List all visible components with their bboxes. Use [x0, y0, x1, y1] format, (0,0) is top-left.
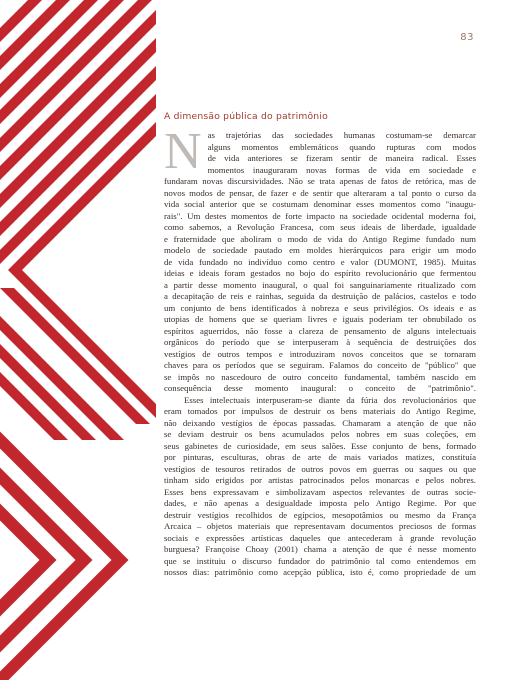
- page-number: 83: [460, 32, 474, 43]
- line: e fraternidade que aboliram o modo de vida do Antigo Regime fundado num: [164, 233, 476, 244]
- drop-cap: N: [164, 123, 202, 180]
- line: Esses intelectuais interpuseram-se diante da fúria dos revolucionários que: [184, 394, 476, 405]
- line: fundaram novas discursividades. Não se trata apenas de fatos de retórica, mas de: [164, 176, 476, 186]
- line: a decapitação de reis e rainhas, seguida da destruição de palácios, castelos e todo: [164, 291, 476, 301]
- body-text: [164, 123, 476, 579]
- line: se deviam destruir os bens acumulados pelos nobres em suas coleções, em: [164, 429, 476, 439]
- line: nossos dias: patrimônio como acepção pública, isto é, como propriedade de um: [164, 567, 476, 577]
- paragraph-2: [164, 395, 476, 579]
- paragraph-1: [164, 123, 476, 395]
- line: as trajetórias das sociedades humanas costumam-se demarcar: [207, 130, 476, 140]
- line: sociais e expressões artísticas daqueles que antecederam à grande revolução: [164, 532, 476, 543]
- line: vestígios de outros tempos e introduziram novos conceitos que se tornaram: [164, 348, 476, 359]
- line: espíritos aguerridos, não fosse a clareza de pensamento de alguns intelectuais: [164, 325, 476, 336]
- line: alguns momentos emblemáticos quando rupturas com modos: [207, 141, 476, 152]
- line: vida social anterior que se costumam denominar esses momentos como "inaugu-: [164, 199, 476, 209]
- line: eram tomados por impulsos de destruir os bens materiais do Antigo Regime,: [164, 406, 476, 416]
- line: modelo de sociedade pautado em moldes hierárquicos para erigir um modo: [164, 245, 476, 255]
- line: de vida anteriores se fizeram sentir de maneira radical. Esses: [207, 153, 476, 163]
- line: destruir vestígios recolhidos de egípcios, mesopotâmios ou mesmo da França: [164, 509, 476, 520]
- line: utopias de homens que se queriam livres e iguais poderiam ter obnubilado os: [164, 314, 476, 324]
- line: Esses bens expressavam e simbolizavam aspectos relevantes de outras socie-: [164, 486, 476, 497]
- diagonal-stripes-decoration: [0, 0, 156, 680]
- line: seus gabinetes de curiosidade, em seus salões. Esse conjunto de bens, formado: [164, 440, 476, 451]
- line: ideias e ideais foram gestados no bojo do espírito revolucionário que fermentou: [164, 268, 476, 278]
- line: chaves para os períodos que se seguiram. Falamos do conceito de "público" que: [164, 360, 476, 370]
- line: que se instituiu o discurso fundador do patrimônio tal como entendemos em: [164, 555, 476, 566]
- line: não deixando vestígios de épocas passadas. Chamaram a atenção de que não: [164, 417, 476, 428]
- line: de vida fundado no indivíduo como centro e valor (DUMONT, 1985). Muitas: [164, 256, 476, 267]
- line: vestígios de tesouros retirados de outros povos em guerras ou saques ou que: [164, 463, 476, 474]
- line: se impôs no nascedouro de outro conceito fundamental, também nascido em: [164, 371, 476, 382]
- line: tinham sido erigidos por artistas patrocinados pelos monarcas e pelos nobres.: [164, 475, 476, 485]
- line: novos modos de pensar, de fazer e de sentir que alteraram a tal ponto o curso da: [164, 187, 476, 198]
- line: rais". Um destes momentos de forte impacto na sociedade ocidental moderna foi,: [164, 210, 476, 221]
- line: orgânicos do período que se interpuseram à sequência de destruições dos: [164, 337, 476, 347]
- line: um conjunto de bens identificados à nobreza e seus privilégios. Os ideais e as: [164, 302, 476, 313]
- line: dades, e não apenas a desigualdade imposta pelo Antigo Regime. Por que: [164, 498, 476, 508]
- line: a partir desse momento inaugural, o qual foi sanguinariamente ritualizado com: [164, 279, 476, 290]
- line: Arcaica – objetos materiais que representavam documentos preciosos de formas: [164, 521, 476, 531]
- line: momentos inauguraram novas formas de vida em sociedade e: [207, 164, 476, 175]
- line: consequência desse momento inaugural: o conceito de "patrimônio".: [164, 383, 476, 393]
- line: como sabemos, a Revolução Francesa, com seus ideais de liberdade, igualdade: [164, 222, 476, 232]
- line: por pinturas, esculturas, obras de arte de mais variados matizes, constituía: [164, 452, 476, 462]
- line: burguesa? Françoise Choay (2001) chama a atenção de que é nesse momento: [164, 544, 476, 554]
- section-title: A dimensão pública do patrimônio: [164, 111, 328, 122]
